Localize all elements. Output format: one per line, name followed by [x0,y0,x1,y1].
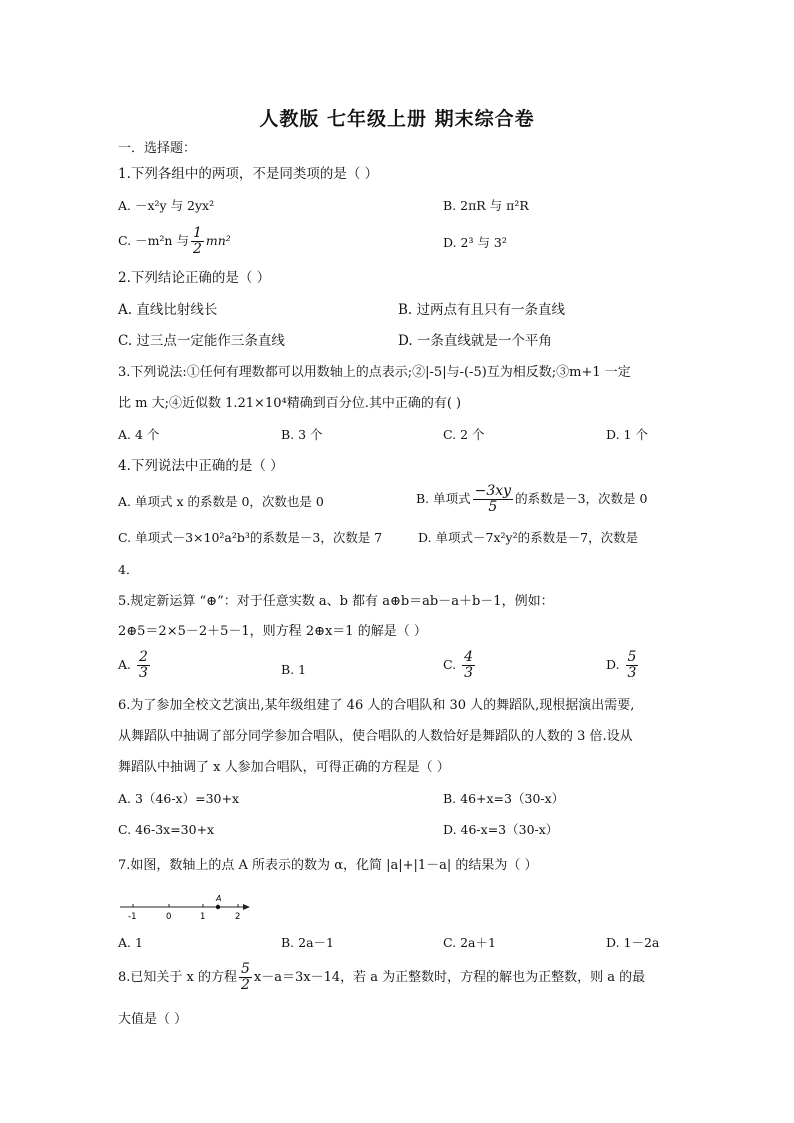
q2-option-d: D. 一条直线就是一个平角 [398,333,552,349]
q1-option-c-prefix: C. －m²n 与 [118,233,189,248]
fraction-denominator: 2 [241,977,250,993]
q1-option-a: A. －x²y 与 2yx² [118,198,215,213]
q5-stem-line1: 5.规定新运算 “⊕”：对于任意实数 a、b 都有 a⊕b＝ab－a＋b－1，例如： [118,594,554,609]
q2-option-c: C. 过三点一定能作三条直线 [118,333,285,349]
fraction-denominator: 5 [488,499,498,515]
fraction [239,962,252,993]
fraction [137,650,150,681]
fraction-numerator: −3xy [474,483,512,499]
fraction [462,650,475,681]
q4-option-d-continued: 4． [118,562,139,577]
q4-option-b [416,484,647,515]
q7-option-b: B. 2a－1 [281,935,334,950]
fraction-denominator: 3 [139,665,148,681]
q5-option-c [443,650,477,681]
q4-option-d: D. 单项式－7x²y²的系数是－7，次数是 [418,530,639,545]
q2-option-a: A. 直线比射线长 [118,302,218,318]
fraction-numerator: 2 [139,649,148,665]
q3-option-d: D. 1 个 [606,427,648,442]
q6-option-a: A. 3（46-x）=30+x [118,791,240,806]
option-label: C. [443,657,457,672]
q6-option-b: B. 46+x=3（30-x） [443,791,565,806]
fraction-denominator: 2 [192,241,202,257]
q8-stem-line2: 大值是（ ） [118,1012,188,1027]
q2-stem: 2.下列结论正确的是（ ） [118,270,271,286]
q5-option-b: B. 1 [281,662,307,677]
q4-option-c: C. 单项式－3×10²a²b³的系数是－3，次数是 7 [118,530,383,545]
option-label: A. [118,657,132,672]
axis-arrow-icon [243,904,250,910]
fraction [626,650,639,681]
q3-option-c: C. 2 个 [443,427,485,442]
q6-option-c: C. 46-3x=30+x [118,822,215,837]
fraction-denominator: 3 [464,665,473,681]
fraction-numerator: 1 [192,225,202,241]
fraction [473,484,513,515]
section-heading: 一．选择题： [118,141,197,156]
fraction [191,226,204,257]
q4-option-a: A. 单项式 x 的系数是 0，次数也是 0 [118,494,324,509]
q4-option-b-prefix: B. 单项式 [416,491,471,506]
q7-stem: 7.如图，数轴上的点 A 所表示的数为 α，化简 |a|+|1－a| 的结果为（ ） [118,858,538,873]
fraction-numerator: 5 [627,649,637,665]
q6-stem-line2: 从舞蹈队中抽调了部分同学参加合唱队，使合唱队的人数恰好是舞蹈队的人数的 3 倍.设从 [118,729,633,744]
axis-tick-label: 1 [200,912,206,922]
q2-option-b: B. 过两点有且只有一条直线 [398,302,566,318]
q7-option-d: D. 1－2a [606,935,660,950]
number-line-figure [118,890,253,922]
q6-option-d: D. 46-x=3（30-x） [443,822,559,837]
q1-option-b: B. 2πR 与 π²R [443,198,529,213]
q1-option-c-suffix: mn² [205,233,231,248]
point-a-marker [216,905,220,909]
q5-option-a [118,650,152,681]
axis-tick-label: 2 [235,912,241,922]
q6-stem-line3: 舞蹈队中抽调了 x 人参加合唱队，可得正确的方程是（ ） [118,760,450,775]
q4-option-b-suffix: 的系数是－3，次数是 0 [515,491,648,506]
axis-tick-label: -1 [128,912,137,922]
q3-option-b: B. 3 个 [281,427,323,442]
q8-stem-prefix: 8.已知关于 x 的方程 [118,970,237,985]
option-label: D. [606,657,620,672]
q4-stem: 4.下列说法中正确的是（ ） [118,458,284,474]
q8-stem-suffix: x－a＝3x－14，若 a 为正整数时，方程的解也为正整数，则 a 的最 [253,970,646,985]
q6-stem-line1: 6.为了参加全校文艺演出,某年级组建了 46 人的合唱队和 30 人的舞蹈队,现根据演出需要, [118,698,635,713]
q1-option-c [118,226,231,257]
page-title: 人教版 七年级上册 期末综合卷 [259,108,535,130]
q7-option-a: A. 1 [118,935,143,950]
q1-stem: 1.下列各组中的两项，不是同类项的是（ ） [118,166,379,182]
axis-tick-label: 0 [166,912,172,922]
q1-option-d: D. 2³ 与 3² [443,235,507,250]
point-a-label: A [216,894,222,903]
q8-stem-line1 [118,962,645,993]
fraction-numerator: 5 [241,961,250,977]
fraction-denominator: 3 [627,665,637,681]
q7-option-c: C. 2a＋1 [443,935,496,950]
q5-option-d [606,650,640,681]
q3-stem-line1: 3.下列说法:①任何有理数都可以用数轴上的点表示;②|-5|与-(-5)互为相反数;③m+1 一定 [118,365,631,380]
q3-option-a: A. 4 个 [118,427,160,442]
q5-stem-line2: 2⊕5＝2×5－2＋5－1，则方程 2⊕x＝1 的解是（ ） [118,624,427,639]
fraction-numerator: 4 [464,649,473,665]
q3-stem-line2: 比 m 大;④近似数 1.21×10⁴精确到百分位.其中正确的有( ) [118,396,462,411]
